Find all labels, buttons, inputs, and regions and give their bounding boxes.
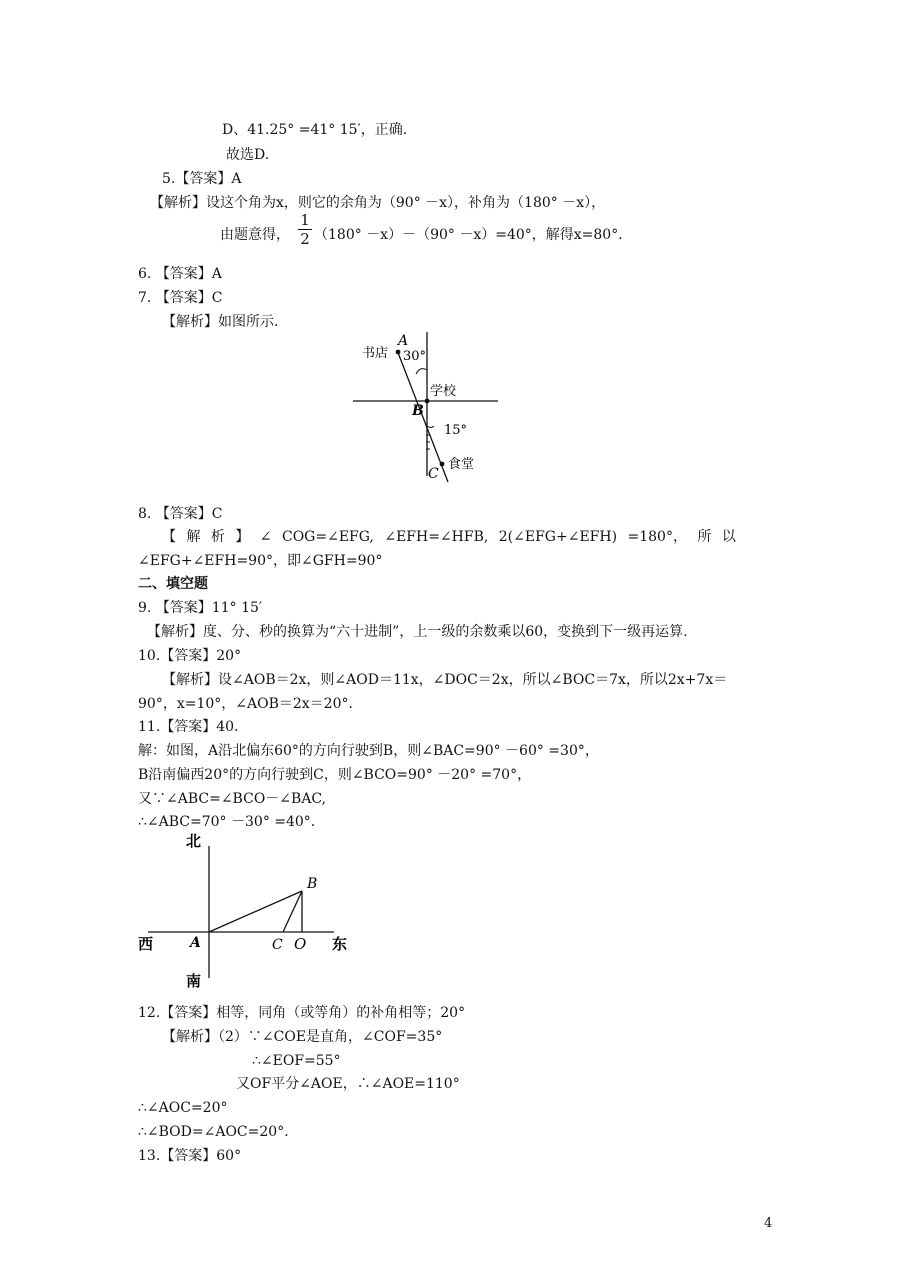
segment-bc (283, 891, 302, 932)
fraction-denominator: 2 (300, 230, 310, 248)
analysis-5: 【解析】设这个角为x，则它的余角为（90° －x），补角为（180° －x）， (150, 195, 606, 211)
label-canteen: 食堂 (448, 457, 475, 472)
answer-9: 9. 【答案】11° 15′ (138, 600, 263, 616)
label-c: C (272, 937, 283, 953)
label-west: 西 (138, 935, 154, 953)
analysis-8: 【 解 析 】 ∠ COG=∠EFG, ∠EFH=∠HFB, 2(∠EFG+∠EFH) =180°， 所 以 (162, 529, 736, 545)
point-a (396, 350, 401, 355)
answer-6: 6. 【答案】A (138, 266, 222, 282)
label-b: B (412, 403, 424, 419)
figure-7-diagram (340, 330, 520, 490)
text-line: ∴∠ABC=70° －30° =40°． (138, 814, 325, 830)
angle-arc-30 (416, 369, 427, 374)
analysis-7: 【解析】如图所示. (162, 314, 279, 330)
point-b (425, 399, 430, 404)
text-line: ∴∠BOD=∠AOC=20°． (138, 1124, 299, 1140)
text-line: ∠EFG+∠EFH=90°，即∠GFH=90° (138, 553, 383, 569)
text-line: 90°，x=10°，∠AOB＝2x＝20°． (138, 696, 363, 712)
label-school: 学校 (430, 384, 457, 399)
figure-11-diagram (134, 828, 359, 993)
text-line: ∴∠EOF=55° (252, 1053, 341, 1069)
text-line: 由题意得， (220, 227, 290, 243)
answer-8: 8. 【答案】C (138, 506, 223, 522)
point-c (440, 462, 445, 467)
analysis-12: 【解析】（2）∵∠COE是直角，∠COF=35° (162, 1029, 443, 1045)
fraction-one-half (298, 212, 312, 247)
angle-label-15: 15° (444, 423, 468, 438)
page-number: 4 (764, 1216, 773, 1231)
label-a: A (190, 935, 201, 951)
section-heading-fill-in: 二、填空题 (138, 576, 208, 592)
label-bookstore: 书店 (362, 346, 389, 361)
fraction-numerator: 1 (300, 211, 310, 229)
answer-13: 13.【答案】60° (138, 1148, 242, 1164)
text-line: ∴∠AOC=20° (138, 1100, 228, 1116)
answer-11: 11.【答案】40. (138, 719, 239, 735)
segment-ab (209, 891, 302, 932)
answer-10: 10.【答案】20° (138, 648, 242, 664)
text-line: B沿南偏西20°的方向行驶到C，则∠BCO=90° －20° =70°， (138, 767, 532, 783)
label-east: 东 (332, 935, 348, 953)
text-line: （180° －x）－（90° －x）=40°，解得x=80°． (314, 227, 633, 243)
angle-arc-15 (427, 426, 434, 428)
text-line: D、41.25° =41° 15′，正确. (222, 122, 408, 138)
angle-label-30: 30° (403, 349, 427, 364)
analysis-10: 【解析】设∠AOB＝2x，则∠AOD＝11x，∠DOC＝2x，所以∠BOC＝7x，所以2x+7x＝ (162, 672, 728, 688)
label-o: O (294, 935, 307, 953)
analysis-9: 【解析】度、分、秒的换算为“六十进制”，上一级的余数乘以60，变换到下一级再运算. (147, 624, 688, 640)
label-south: 南 (186, 972, 202, 990)
label-north: 北 (186, 832, 202, 850)
answer-5: 5.【答案】A (162, 171, 242, 187)
text-line: 又∵∠ABC=∠BCO－∠BAC, (138, 791, 327, 807)
label-a: A (398, 333, 409, 349)
text-line: 又OF平分∠AOE，∴∠AOE=110° (236, 1076, 460, 1092)
text-line: 解：如图，A沿北偏东60°的方向行驶到B，则∠BAC=90° －60° =30°， (138, 743, 599, 759)
text-line: 故选D. (226, 147, 270, 163)
answer-12: 12.【答案】相等，同角（或等角）的补角相等；20° (138, 1005, 466, 1021)
label-c: C (428, 466, 439, 482)
label-b: B (307, 876, 318, 892)
answer-7: 7. 【答案】C (138, 290, 223, 306)
